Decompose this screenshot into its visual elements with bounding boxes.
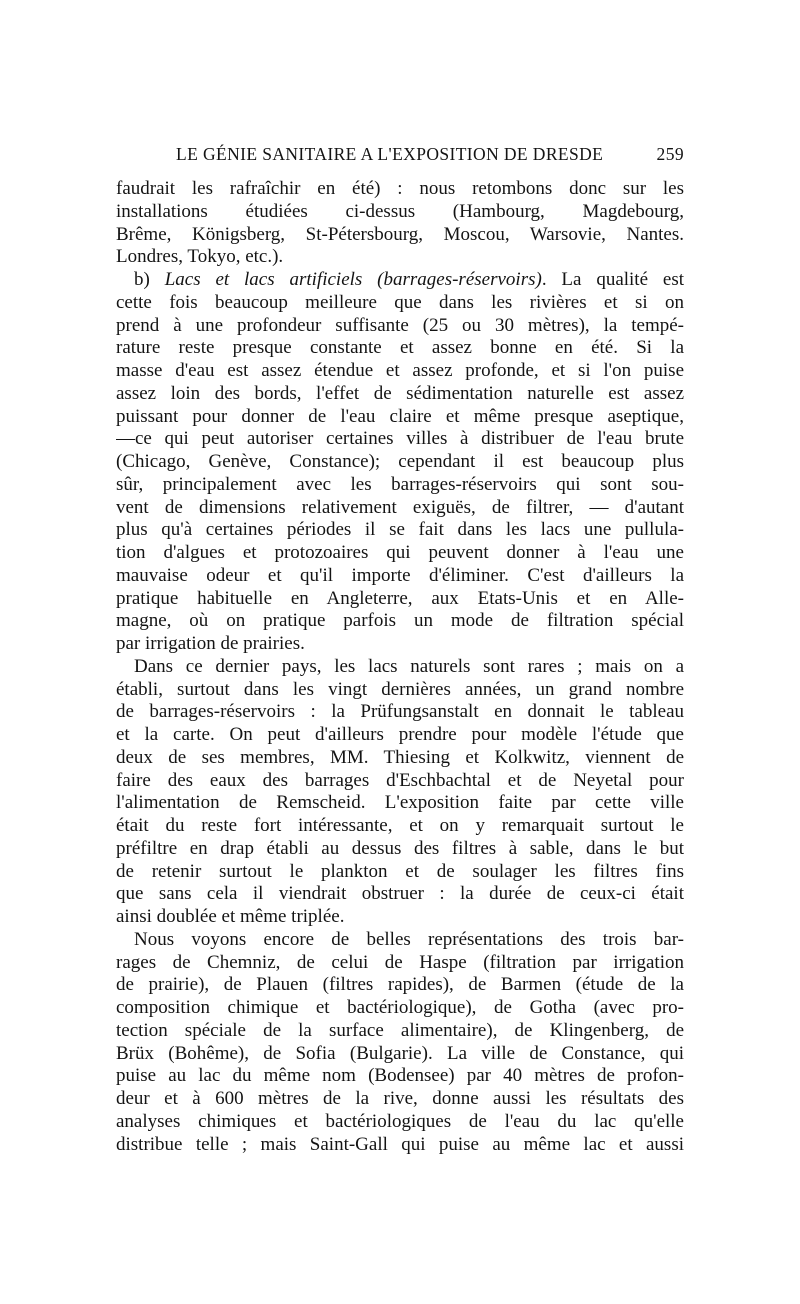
text-line: installations étudiées ci-dessus (Hambourg, Magdebourg, bbox=[116, 200, 684, 222]
text-line: de barrages-réservoirs : la Prüfungsanstalt en donnait le tableau bbox=[116, 701, 684, 723]
text-line: deur et à 600 mètres de la rive, donne aussi les résultats des bbox=[116, 1088, 684, 1109]
text-line: puissant pour donner de l'eau claire et même presque aseptique, bbox=[116, 405, 684, 427]
text-line: de retenir surtout le plankton et de soulager les filtres fins bbox=[116, 860, 684, 882]
text-line: (Chicago, Genève, Constance); cependant il est beaucoup plus bbox=[116, 451, 684, 472]
body-text bbox=[116, 178, 684, 1156]
text-line: et la carte. On peut d'ailleurs prendre pour modèle l'étude que bbox=[116, 724, 684, 745]
text-line: Londres, Tokyo, etc.). bbox=[116, 246, 284, 268]
text-line: assez loin des bords, l'effet de sédimentation naturelle est assez bbox=[116, 382, 684, 404]
text-line: composition chimique et bactériologique), de Gotha (avec pro- bbox=[116, 997, 684, 1018]
text-line: cette fois beaucoup meilleure que dans les rivières et si on bbox=[116, 291, 684, 313]
text-line: sûr, principalement avec les barrages-réservoirs qui sont sou- bbox=[116, 473, 684, 495]
text-line: l'alimentation de Remscheid. L'exposition faite par cette ville bbox=[116, 792, 684, 814]
text-line: ainsi doublée et même triplée. bbox=[116, 906, 345, 927]
text-line: puise au lac du même nom (Bodensee) par 40 mètres de profon- bbox=[116, 1065, 684, 1087]
text-line: deux de ses membres, MM. Thiesing et Kolkwitz, viennent de bbox=[116, 746, 684, 768]
page-number: 259 bbox=[656, 144, 684, 164]
text-line: que sans cela il viendrait obstruer : la durée de ceux-ci était bbox=[116, 883, 684, 905]
section-heading-line bbox=[116, 269, 684, 292]
text-line: rages de Chemniz, de celui de Haspe (filtration par irrigation bbox=[116, 951, 684, 973]
text-line: analyses chimiques et bactériologiques de l'eau du lac qu'elle bbox=[116, 1110, 684, 1132]
text-line: par irrigation de prairies. bbox=[116, 633, 305, 654]
text-line: plus qu'à certaines périodes il se fait dans les lacs une pullula- bbox=[116, 519, 684, 541]
text-line: faudrait les rafraîchir en été) : nous retombons donc sur les bbox=[116, 178, 684, 199]
running-title: LE GÉNIE SANITAIRE A L'EXPOSITION DE DRESDE bbox=[176, 144, 604, 164]
text-line: magne, où on pratique parfois un mode de filtration spécial bbox=[116, 610, 684, 632]
running-head bbox=[116, 144, 684, 170]
section-continuation: . La qualité est bbox=[541, 269, 684, 290]
text-line: Nous voyons encore de belles représentations des trois bar- bbox=[134, 928, 684, 950]
section-title: Lacs et lacs artificiels (barrages-réservoirs) bbox=[164, 269, 542, 290]
text-line: pratique habituelle en Angleterre, aux Etats-Unis et en Alle- bbox=[116, 587, 684, 609]
text-line: —ce qui peut autoriser certaines villes à distribuer de l'eau brute bbox=[116, 428, 684, 450]
text-line: prend à une profondeur suffisante (25 ou 30 mètres), la tempé- bbox=[116, 314, 684, 336]
text-line: tion d'algues et protozoaires qui peuvent donner à l'eau une bbox=[116, 542, 684, 563]
text-line: établi, surtout dans les vingt dernières années, un grand nombre bbox=[116, 678, 684, 700]
text-line: était du reste fort intéressante, et on y remarquait surtout le bbox=[116, 815, 684, 836]
text-line: Brüx (Bohême), de Sofia (Bulgarie). La ville de Constance, qui bbox=[116, 1042, 684, 1064]
text-line: distribue telle ; mais Saint-Gall qui puise au même lac et aussi bbox=[116, 1133, 684, 1155]
text-line: préfiltre en drap établi au dessus des filtres à sable, dans le but bbox=[116, 837, 684, 859]
text-line: tection spéciale de la surface alimentaire), de Klingenberg, de bbox=[116, 1019, 684, 1041]
text-line: masse d'eau est assez étendue et assez profonde, et si l'on puise bbox=[116, 360, 684, 381]
text-line: faire des eaux des barrages d'Eschbachtal et de Neyetal pour bbox=[116, 769, 684, 791]
text-line: vent de dimensions relativement exiguës, de filtrer, — d'autant bbox=[116, 496, 684, 518]
text-line: de prairie), de Plauen (filtres rapides), de Barmen (étude de la bbox=[116, 974, 684, 996]
text-line: Brême, Königsberg, St-Pétersbourg, Moscou, Warsovie, Nantes. bbox=[116, 223, 684, 245]
text-line: Dans ce dernier pays, les lacs naturels sont rares ; mais on a bbox=[134, 655, 684, 677]
text-line: rature reste presque constante et assez bonne en été. Si la bbox=[116, 337, 684, 359]
text-line: mauvaise odeur et qu'il importe d'éliminer. C'est d'ailleurs la bbox=[116, 564, 684, 586]
section-label: b) bbox=[134, 269, 165, 290]
